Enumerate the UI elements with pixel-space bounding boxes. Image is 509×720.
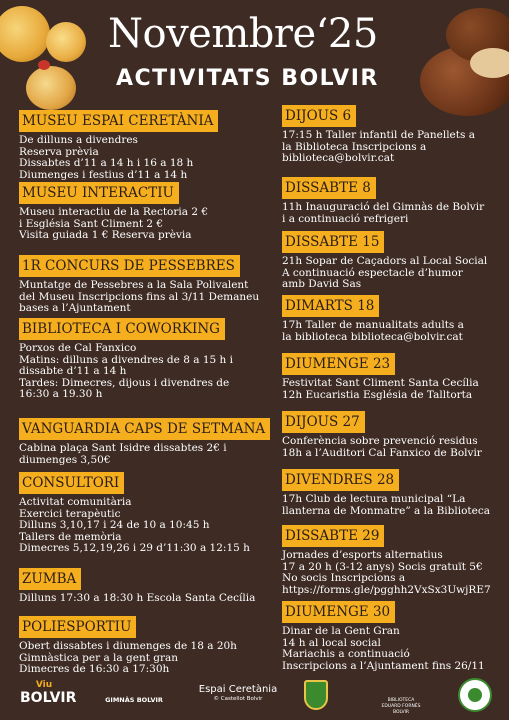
- section-line: Conferència sobre prevenció residus: [282, 435, 478, 447]
- section-line: Obert dissabtes i diumenges de 18 a 20h: [19, 640, 237, 652]
- section-heading: POLIESPORTIU: [19, 616, 136, 638]
- section-heading: 1R CONCURS DE PESSEBRES: [19, 255, 240, 277]
- section-line: diumenges 3,50€: [19, 453, 111, 466]
- section-line: 17:15 h Taller infantil de Panellets a: [282, 129, 475, 141]
- section-body: [282, 320, 464, 343]
- section-right-0: [282, 105, 475, 165]
- section-line: la Biblioteca Inscripcions a: [282, 140, 427, 153]
- section-line: 11h Inauguració del Gimnàs de Bolvir: [282, 201, 485, 213]
- section-line: Tallers de memòria: [19, 530, 122, 543]
- section-line: Gimnàstica per a la gent gran: [19, 651, 179, 664]
- section-body: [282, 130, 475, 165]
- espai-logo-text: Espai Ceretània: [198, 684, 278, 695]
- section-heading: DIJOUS 27: [282, 411, 365, 433]
- section-line: 17 a 20 h (3-12 anys) Socis gratuït 5€: [282, 560, 483, 573]
- chestnut-decoration: [470, 48, 509, 78]
- section-left-1: [19, 182, 208, 242]
- section-body: [19, 593, 255, 605]
- section-left-7: [19, 616, 237, 676]
- section-heading: MUSEU INTERACTIU: [19, 182, 179, 204]
- section-body: [19, 343, 233, 401]
- panellet-decoration: [26, 66, 76, 110]
- section-line: del Museu Inscripcions fins al 3/11 Demaneu: [19, 290, 260, 303]
- section-right-1: [282, 177, 484, 225]
- section-line: Muntatge de Pessebres a la Sala Polivalent: [19, 279, 249, 291]
- section-right-6: [282, 469, 490, 517]
- section-left-6: [19, 568, 255, 605]
- section-line: la biblioteca biblioteca@bolvir.cat: [282, 330, 463, 343]
- panellet-decoration: [0, 6, 50, 62]
- section-line: Dilluns 17:30 a 18:30 h Escola Santa Cecília: [19, 592, 256, 604]
- section-heading: DIMARTS 18: [282, 295, 379, 317]
- gimnas-bolvir-logo: [104, 684, 164, 714]
- section-heading: ZUMBA: [19, 568, 81, 590]
- section-heading: DIJOUS 6: [282, 105, 356, 127]
- section-line: Dissabtes d’11 a 14 h i 16 a 18 h: [19, 157, 194, 169]
- section-heading: DIVENDRES 28: [282, 469, 399, 491]
- section-right-2: [282, 231, 487, 291]
- section-line: bases a l’Ajuntament: [19, 302, 131, 314]
- section-right-4: [282, 353, 479, 401]
- section-heading: DIUMENGE 30: [282, 601, 395, 623]
- section-line: Diumenges i festius d’11 a 14 h: [19, 168, 188, 181]
- section-body: [19, 207, 208, 242]
- section-line: Museu interactiu de la Rectoria 2 €: [19, 206, 209, 218]
- section-right-5: [282, 411, 482, 459]
- cherry-decoration: [38, 60, 50, 70]
- section-heading: VANGUARDIA CAPS DE SETMANA: [19, 418, 270, 440]
- section-line: i Església Sant Climent 2 €: [19, 217, 164, 230]
- section-line: A continuació espectacle d’humor: [282, 266, 463, 279]
- section-line: Porxos de Cal Fanxico: [19, 342, 137, 354]
- section-heading: CONSULTORI: [19, 472, 124, 494]
- viu-logo-bottom: BOLVIR: [20, 690, 77, 706]
- section-line: Dilluns 3,10,17 i 24 de 10 a 10:45 h: [19, 519, 210, 531]
- section-line: Jornades d’esports alternatius: [282, 549, 443, 561]
- section-line: Matins: dilluns a divendres de 8 a 15 h i: [19, 353, 233, 366]
- section-line: Tardes: Dimecres, dijous i divendres de: [19, 376, 230, 389]
- section-line: 17h Taller de manualitats adults a: [282, 319, 464, 331]
- section-line: Mariachis a continuació: [282, 648, 410, 660]
- section-body: [282, 436, 482, 459]
- footer-logos: [0, 672, 509, 720]
- section-body: [282, 202, 484, 225]
- biblioteca-logo-text: BIBLIOTECA EDUARD FORNÉS BOLVIR: [381, 698, 421, 715]
- espai-logo-subtext: © Castellot Bolvir: [213, 696, 263, 702]
- section-line: llanterna de Monmatre” a la Biblioteca: [282, 504, 490, 517]
- section-line: amb David Sas: [282, 278, 362, 290]
- section-body: [282, 550, 491, 596]
- section-line: Exercici terapèutic: [19, 507, 121, 520]
- section-line: Dimecres de 16:30 a 17:30h: [19, 663, 170, 675]
- section-body: [282, 378, 479, 401]
- section-line: biblioteca@bolvir.cat: [282, 152, 395, 164]
- section-line: Dimecres 5,12,19,26 i 29 d’11:30 a 12:15 h: [19, 542, 250, 554]
- section-right-7: [282, 525, 491, 596]
- section-left-0: [19, 110, 218, 181]
- section-right-8: [282, 601, 485, 672]
- viu-logo-top: Viu: [35, 680, 53, 690]
- biblioteca-logo: [378, 678, 424, 714]
- section-line: Visita guiada 1 € Reserva prèvia: [19, 229, 192, 241]
- gym-logo-text: GIMNÀS BOLVIR: [105, 696, 163, 704]
- section-left-4: [19, 418, 270, 466]
- section-line: 17h Club de lectura municipal “La: [282, 493, 466, 505]
- panellet-decoration: [46, 22, 86, 62]
- section-line: 14 h al local social: [282, 636, 381, 649]
- section-heading: MUSEU ESPAI CERETÀNIA: [19, 110, 218, 132]
- section-heading: DISSABTE 29: [282, 525, 384, 547]
- viu-bolvir-logo: [20, 680, 77, 714]
- section-right-3: [282, 295, 464, 343]
- page-title: Novembre‘25: [108, 11, 378, 57]
- section-heading: BIBLIOTECA I COWORKING: [19, 318, 225, 340]
- espai-ceretania-logo: [198, 684, 278, 718]
- section-heading: DISSABTE 8: [282, 177, 376, 199]
- section-body: [19, 280, 259, 315]
- section-line: Cabina plaça Sant Isidre dissabtes 2€ i: [19, 442, 227, 454]
- section-body: [282, 626, 485, 672]
- section-line: Reserva prèvia: [19, 145, 99, 158]
- section-line: No socis Inscripcions a: [282, 572, 406, 584]
- section-left-3: [19, 318, 233, 401]
- section-line: https://forms.gle/pgghh2VxSx3UwjRE7: [282, 583, 491, 596]
- section-line: 16:30 a 19.30 h: [19, 388, 103, 400]
- section-line: Inscripcions a l’Ajuntament fins 26/11: [282, 659, 485, 672]
- section-line: 18h a l’Auditori Cal Fanxico de Bolvir: [282, 446, 482, 459]
- section-line: Activitat comunitària: [19, 496, 132, 508]
- section-heading: DISSABTE 15: [282, 231, 384, 253]
- section-body: [19, 497, 250, 555]
- section-body: [282, 256, 487, 291]
- section-body: [282, 494, 490, 517]
- section-line: 21h Sopar de Caçadors al Local Social: [282, 255, 488, 267]
- section-heading: DIUMENGE 23: [282, 353, 395, 375]
- section-left-5: [19, 472, 250, 555]
- club-circle-logo: [458, 678, 492, 712]
- page-subtitle: ACTIVITATS BOLVIR: [116, 66, 379, 91]
- section-body: [19, 641, 237, 676]
- section-line: Festivitat Sant Climent Santa Cecília: [282, 377, 479, 389]
- section-line: 12h Eucaristia Església de Talltorta: [282, 388, 473, 401]
- section-body: [19, 443, 270, 466]
- section-line: Dinar de la Gent Gran: [282, 625, 400, 637]
- section-line: i a continuació refrigeri: [282, 212, 409, 225]
- section-line: De dilluns a divendres: [19, 134, 138, 146]
- section-line: dissabte d’11 a 14 h: [19, 365, 127, 377]
- town-shield-icon: [304, 680, 328, 710]
- section-left-2: [19, 255, 259, 315]
- section-body: [19, 135, 218, 181]
